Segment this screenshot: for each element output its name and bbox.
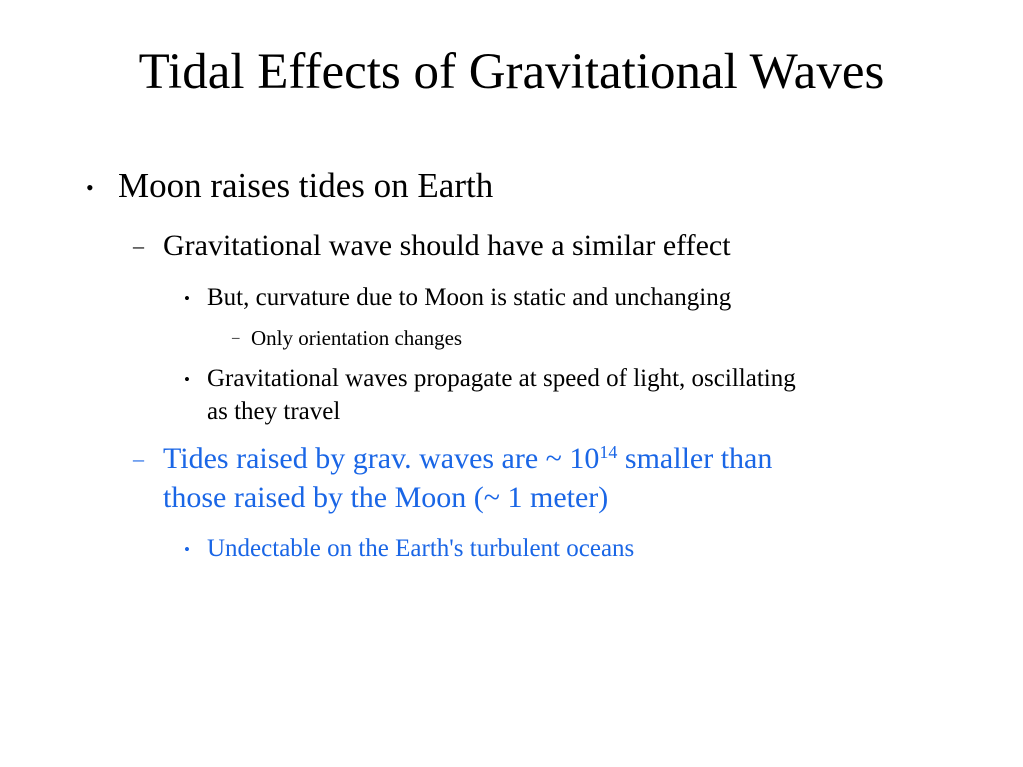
dash-icon: – (232, 330, 240, 346)
dash-icon: – (133, 446, 144, 471)
exponent: 14 (599, 442, 618, 462)
bullet-text-line1 (163, 440, 772, 478)
bullet-text-line2: as they travel (207, 398, 341, 425)
bullet-text-line1: Gravitational waves propagate at speed of light, oscillating (207, 365, 796, 392)
bullet-text: Undectable on the Earth's turbulent oceans (207, 535, 635, 562)
bullet-text: Only orientation changes (251, 326, 463, 350)
tides-text-post: smaller than (617, 442, 773, 475)
dash-icon: – (133, 233, 144, 258)
bullet-dot-icon: • (184, 370, 190, 389)
bullet-dot-icon: • (184, 289, 190, 308)
bullet-dot-icon: • (184, 540, 190, 559)
bullet-dot-icon: • (86, 175, 94, 200)
bullet-text: Moon raises tides on Earth (118, 166, 494, 205)
bullet-text: Gravitational wave should have a similar effect (163, 229, 731, 262)
bullet-text-line2: those raised by the Moon (~ 1 meter) (163, 481, 609, 514)
slide-title: Tidal Effects of Gravitational Waves (138, 44, 885, 100)
bullet-text: But, curvature due to Moon is static and unchanging (207, 284, 732, 311)
tides-text-pre: Tides raised by grav. waves are ~ 10 (163, 442, 600, 475)
